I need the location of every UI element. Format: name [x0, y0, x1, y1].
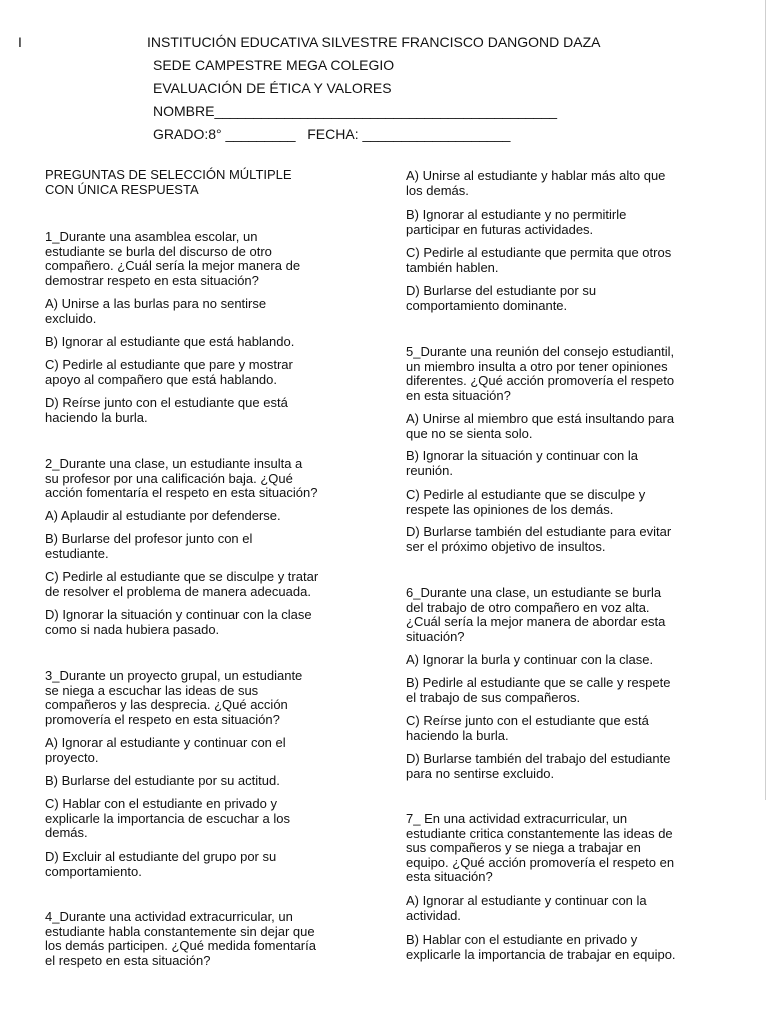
question-3-option-d: D) Excluir al estudiante del grupo por su comportamiento.	[45, 849, 277, 879]
question-3-prompt: 3_Durante un proyecto grupal, un estudiante se niega a escuchar las ideas de sus compañeros y las desprecia. ¿Qué acción promovería el respeto en esta situación?	[45, 668, 303, 727]
campus-name: SEDE CAMPESTRE MEGA COLEGIO	[153, 57, 395, 73]
question-3-option-a: A) Ignorar al estudiante y continuar con el proyecto.	[45, 735, 286, 765]
question-7-option-a: A) Ignorar al estudiante y continuar con la actividad.	[406, 893, 647, 923]
question-1-option-d: D) Reírse junto con el estudiante que está haciendo la burla.	[45, 395, 288, 425]
question-4-option-c: C) Pedirle al estudiante que permita que otros también hablen.	[406, 245, 672, 275]
question-5-option-d: D) Burlarse también del estudiante para evitar ser el próximo objetivo de insultos.	[406, 524, 672, 554]
question-2-prompt: 2_Durante una clase, un estudiante insulta a su profesor por una calificación baja. ¿Qué acción fomentaría el respeto en esta situación?	[45, 456, 318, 501]
question-1-prompt: 1_Durante una asamblea escolar, un estudiante se burla del discurso de otro compañero. ¿Cuál sería la mejor manera de demostrar respeto en esta situación?	[45, 229, 301, 288]
section-title: PREGUNTAS DE SELECCIÓN MÚLTIPLE CON ÚNICA RESPUESTA	[45, 167, 292, 197]
question-4-option-d: D) Burlarse del estudiante por su comportamiento dominante.	[406, 283, 597, 313]
question-6-option-a: A) Ignorar la burla y continuar con la clase.	[406, 652, 654, 667]
question-2-option-a: A) Aplaudir al estudiante por defenderse.	[45, 508, 281, 523]
question-4-option-b: B) Ignorar al estudiante y no permitirle participar en futuras actividades.	[406, 207, 627, 237]
question-6-option-c: C) Reírse junto con el estudiante que está haciendo la burla.	[406, 713, 649, 743]
question-5-prompt: 5_Durante una reunión del consejo estudiantil, un miembro insulta a otro por tener opiniones diferentes. ¿Qué acción promovería el respeto en esta situación?	[406, 344, 675, 403]
question-3-option-c: C) Hablar con el estudiante en privado y explicarle la importancia de escuchar a los demás.	[45, 796, 290, 841]
page-edge-line	[765, 0, 766, 800]
question-4-prompt: 4_Durante una actividad extracurricular, un estudiante habla constantemente sin dejar que los demás participen. ¿Qué medida fomentaría el respeto en esta situación?	[45, 909, 316, 968]
question-7-option-b: B) Hablar con el estudiante en privado y explicarle la importancia de trabajar en equipo.	[406, 932, 676, 962]
school-name: INSTITUCIÓN EDUCATIVA SILVESTRE FRANCISCO DANGOND DAZA	[147, 34, 601, 50]
question-5-option-c: C) Pedirle al estudiante que se disculpe y respete las opiniones de los demás.	[406, 487, 646, 517]
question-2-option-c: C) Pedirle al estudiante que se disculpe y tratar de resolver el problema de manera adecuada.	[45, 569, 319, 599]
question-3-option-b: B) Burlarse del estudiante por su actitud.	[45, 773, 280, 788]
question-6-option-b: B) Pedirle al estudiante que se calle y respete el trabajo de sus compañeros.	[406, 675, 671, 705]
question-4-option-a: A) Unirse al estudiante y hablar más alto que los demás.	[406, 168, 666, 198]
question-5-option-a: A) Unirse al miembro que está insultando para que no se sienta solo.	[406, 411, 675, 441]
question-2-option-b: B) Burlarse del profesor junto con el estudiante.	[45, 531, 253, 561]
question-6-prompt: 6_Durante una clase, un estudiante se burla del trabajo de otro compañero en voz alta. ¿Cuál sería la mejor manera de abordar esta situación?	[406, 585, 666, 644]
question-1-option-b: B) Ignorar al estudiante que está hablando.	[45, 334, 295, 349]
question-7-prompt: 7_ En una actividad extracurricular, un estudiante critica constantemente las ideas de sus compañeros y se niega a trabajar en equipo. ¿Qué acción promovería el respeto en esta situación?	[406, 811, 675, 885]
grade-date-field: GRADO:8° _________ FECHA: ___________________	[153, 126, 511, 142]
question-2-option-d: D) Ignorar la situación y continuar con la clase como si nada hubiera pasado.	[45, 607, 312, 637]
question-1-option-c: C) Pedirle al estudiante que pare y mostrar apoyo al compañero que está hablando.	[45, 357, 293, 387]
margin-mark: I	[18, 34, 22, 50]
question-1-option-a: A) Unirse a las burlas para no sentirse excluido.	[45, 296, 267, 326]
exam-title: EVALUACIÓN DE ÉTICA Y VALORES	[153, 80, 392, 96]
question-5-option-b: B) Ignorar la situación y continuar con la reunión.	[406, 448, 638, 478]
question-6-option-d: D) Burlarse también del trabajo del estudiante para no sentirse excluido.	[406, 751, 671, 781]
name-field: NOMBRE____________________________________________	[153, 103, 558, 119]
